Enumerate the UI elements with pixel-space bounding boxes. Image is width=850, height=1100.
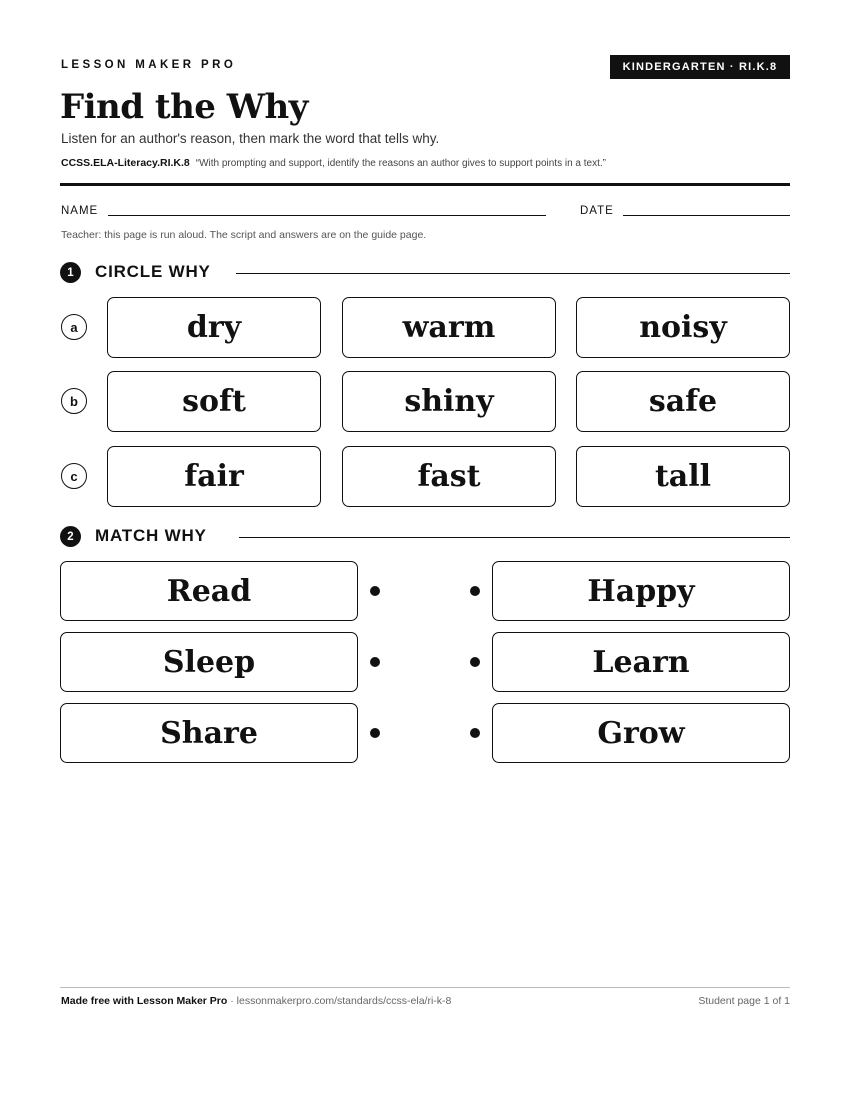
footer-page-number: Student page 1 of 1 <box>698 995 790 1007</box>
page-subtitle: Listen for an author's reason, then mark the word that tells why. <box>61 131 440 146</box>
word-choice[interactable]: fast <box>342 446 556 507</box>
footer-made-with: Made free with Lesson Maker Pro <box>61 995 228 1007</box>
match-right-item[interactable]: Grow <box>492 703 790 763</box>
word-choice[interactable]: dry <box>107 297 321 358</box>
match-right-item[interactable]: Learn <box>492 632 790 692</box>
section-rule <box>239 537 790 538</box>
row-letter-b: b <box>61 388 87 414</box>
word-choice[interactable]: fair <box>107 446 321 507</box>
match-dot-right[interactable] <box>470 728 480 738</box>
page-title: Find the Why <box>60 87 308 127</box>
teacher-note: Teacher: this page is run aloud. The script and answers are on the guide page. <box>61 229 427 241</box>
grade-badge: KINDERGARTEN · RI.K.8 <box>610 55 790 79</box>
word-choice[interactable]: tall <box>576 446 790 507</box>
standard-quote: “With prompting and support, identify the reasons an author gives to support points in a text.” <box>195 158 606 169</box>
section-rule <box>236 273 790 274</box>
standard-line <box>61 157 606 169</box>
match-dot-left[interactable] <box>370 728 380 738</box>
row-letter-a: a <box>61 314 87 340</box>
footer-credit <box>61 995 451 1007</box>
section-number: 1 <box>60 262 81 283</box>
row-letter-c: c <box>61 463 87 489</box>
header-divider <box>60 183 790 186</box>
section-match-why-header <box>60 525 790 547</box>
footer-divider <box>60 987 790 988</box>
match-dot-right[interactable] <box>470 657 480 667</box>
match-left-item[interactable]: Read <box>60 561 358 621</box>
name-field[interactable] <box>108 215 546 216</box>
match-dot-left[interactable] <box>370 586 380 596</box>
word-choice[interactable]: noisy <box>576 297 790 358</box>
match-dot-left[interactable] <box>370 657 380 667</box>
name-label: NAME <box>61 205 99 217</box>
word-choice[interactable]: shiny <box>342 371 556 432</box>
word-choice[interactable]: safe <box>576 371 790 432</box>
footer-url[interactable]: · lessonmakerpro.com/standards/ccss-ela/ri-k-8 <box>227 995 452 1007</box>
word-choice[interactable]: warm <box>342 297 556 358</box>
section-title: MATCH WHY <box>95 526 207 545</box>
date-field[interactable] <box>623 215 790 216</box>
date-label: DATE <box>580 205 614 217</box>
brand-name: LESSON MAKER PRO <box>61 59 237 71</box>
match-dot-right[interactable] <box>470 586 480 596</box>
match-right-item[interactable]: Happy <box>492 561 790 621</box>
word-choice[interactable]: soft <box>107 371 321 432</box>
section-title: CIRCLE WHY <box>95 262 211 281</box>
standard-code: CCSS.ELA-Literacy.RI.K.8 <box>61 157 190 169</box>
match-left-item[interactable]: Sleep <box>60 632 358 692</box>
match-left-item[interactable]: Share <box>60 703 358 763</box>
section-circle-why-header <box>60 261 790 283</box>
section-number: 2 <box>60 526 81 547</box>
